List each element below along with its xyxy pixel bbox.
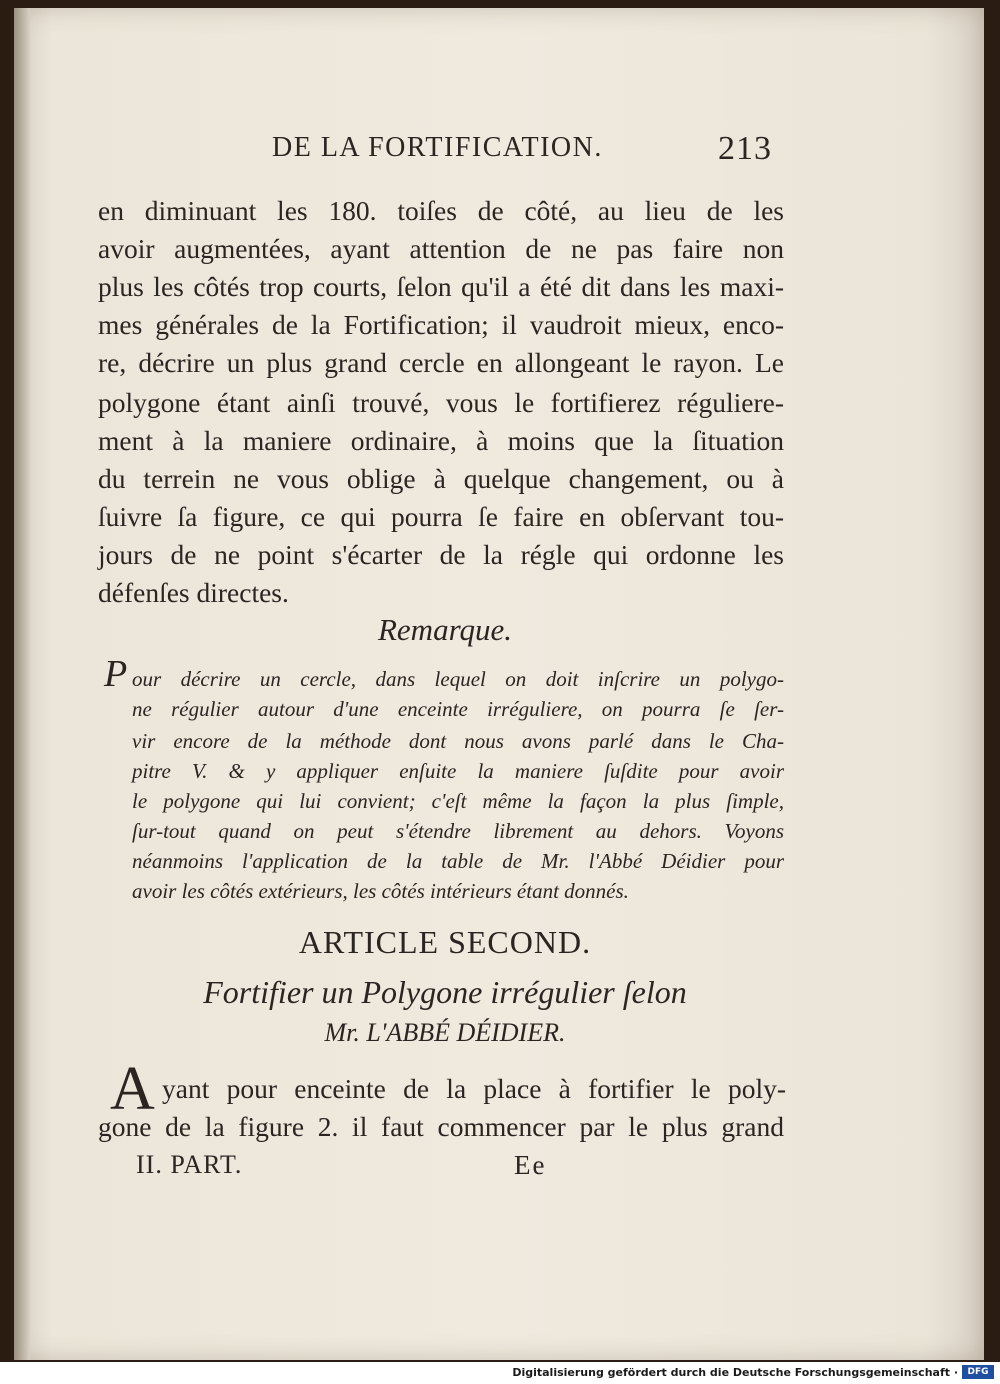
page-number: 213 (718, 130, 772, 167)
running-header (272, 132, 792, 172)
body-line: jours de ne point s'écarter de la régle qui ordonne les (98, 539, 784, 570)
body-line: défenſes directes. (98, 577, 289, 608)
body-line: ſuivre ſa figure, ce qui pourra ſe faire en obſervant tou- (98, 501, 784, 532)
remark-line: ne régulier autour d'une enceinte irréguliere, on pourra ſe ſer- (132, 697, 784, 721)
signature-letter: Ee (514, 1150, 547, 1180)
body-line: du terrein ne vous oblige à quelque changement, ou à (98, 463, 784, 494)
remark-heading: Remarque. (377, 612, 512, 647)
running-header-title: DE LA FORTIFICATION. (272, 132, 603, 163)
article-subtitle-author: Mr. L'ABBÉ DÉIDIER. (324, 1018, 566, 1047)
signature-mark: II. PART. (136, 1150, 243, 1179)
remark-line: avoir les côtés extérieurs, les côtés intérieurs étant donnés. (132, 879, 629, 903)
body-line: re, décrire un plus grand cercle en allongeant le rayon. Le (98, 347, 784, 378)
remark-line: pitre V. & y appliquer enſuite la maniere ſuſdite pour avoir (132, 759, 784, 783)
body-line: avoir augmentées, ayant attention de ne pas faire non (98, 233, 784, 264)
digitization-credit: Digitalisierung gefördert durch die Deutsche Forschungsgemeinschaft · (512, 1366, 958, 1379)
remark-line: our décrire un cercle, dans lequel on doit inſcrire un polygo- (132, 667, 784, 691)
page-spine-shadow (14, 8, 30, 1360)
article-subtitle: Fortifier un Polygone irrégulier ſelon (203, 974, 687, 1010)
body-line: en diminuant les 180. toiſes de côté, au lieu de les (98, 195, 784, 226)
remark-drop-cap: P (104, 653, 128, 695)
dfg-logo: DFG (962, 1365, 994, 1379)
article-line: yant pour enceinte de la place à fortifier le poly- (162, 1073, 786, 1104)
article-heading: ARTICLE SECOND. (298, 924, 592, 960)
remark-line: néanmoins l'application de la table de Mr. l'Abbé Déidier pour (132, 849, 784, 873)
article-line: gone de la figure 2. il faut commencer par le plus grand (98, 1111, 784, 1142)
body-line: polygone étant ainſi trouvé, vous le fortifierez réguliere- (98, 387, 784, 418)
body-line: ment à la maniere ordinaire, à moins que la ſituation (98, 425, 784, 456)
remark-line: vir encore de la méthode dont nous avons parlé dans le Cha- (132, 729, 784, 753)
remark-line: ſur-tout quand on peut s'étendre librement au dehors. Voyons (132, 819, 784, 843)
remark-line: le polygone qui lui convient; c'eſt même la façon la plus ſimple, (132, 789, 784, 813)
body-line: plus les côtés trop courts, ſelon qu'il a été dit dans les maxi- (98, 271, 784, 302)
article-drop-cap: A (110, 1055, 155, 1123)
body-line: mes générales de la Fortification; il vaudroit mieux, enco- (98, 309, 784, 340)
